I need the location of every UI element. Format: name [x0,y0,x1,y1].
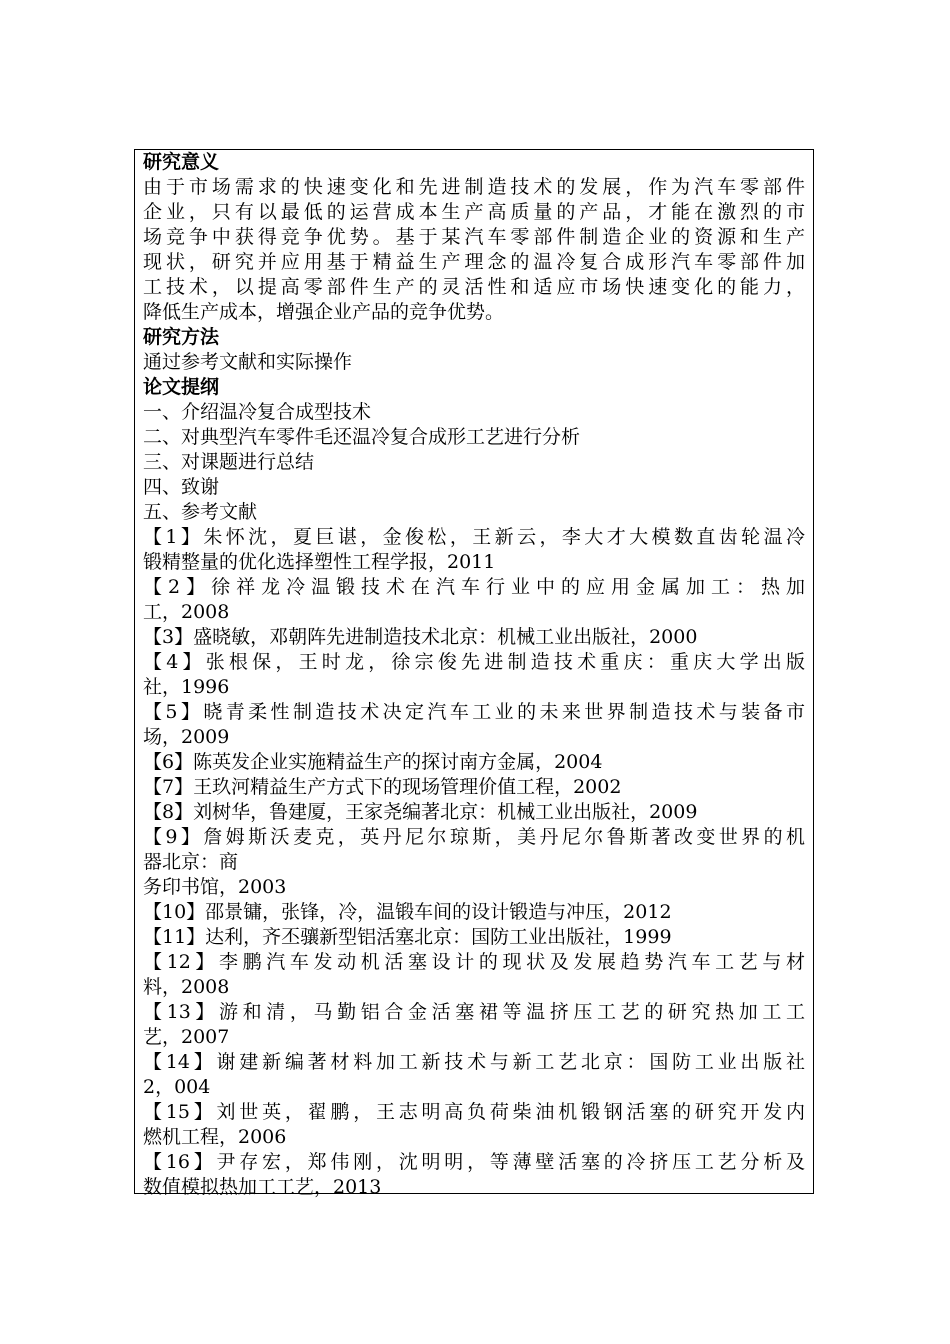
method-heading: 研究方法 [143,326,220,348]
outline-item: 二、对典型汽车零件毛还温冷复合成形工艺进行分析 [143,426,581,448]
reference-line: 燃机工程，2006 [143,1126,287,1148]
reference-line: 【4】张根保，王时龙，徐宗俊先进制造技术重庆：重庆大学出版 [143,651,805,673]
reference-line: 【12】李鹏汽车发动机活塞设计的现状及发展趋势汽车工艺与材 [143,951,805,973]
reference-line: 工，2008 [143,601,230,623]
reference-line: 【6】陈英发企业实施精益生产的探讨南方金属，2004 [143,751,603,773]
reference-line: 锻精整量的优化选择塑性工程学报，2011 [143,551,496,573]
reference-line: 【16】尹存宏，郑伟刚，沈明明，等薄壁活塞的冷挤压工艺分析及 [143,1151,805,1173]
reference-line: 料，2008 [143,976,230,998]
outline-item: 五、参考文献 [143,501,258,523]
outline-item: 四、致谢 [143,476,220,498]
reference-line: 【3】盛晓敏，邓朝阵先进制造技术北京：机械工业出版社，2000 [143,626,698,648]
reference-line: 2，004 [143,1076,211,1098]
outline-heading: 论文提纲 [143,376,220,398]
reference-line: 【5】晓青柔性制造技术决定汽车工业的未来世界制造技术与装备市 [143,701,805,723]
reference-line: 【2】徐祥龙冷温锻技术在汽车行业中的应用金属加工：热加 [143,576,805,598]
significance-line: 企业，只有以最低的运营成本生产高质量的产品，才能在激烈的市 [143,201,805,223]
reference-line: 【10】邵景镛，张锋，冷，温锻车间的设计锻造与冲压，2012 [143,901,672,923]
reference-line: 【15】刘世英，翟鹏，王志明高负荷柴油机锻钢活塞的研究开发内 [143,1101,805,1123]
reference-line: 务印书馆，2003 [143,876,287,898]
reference-line: 【9】詹姆斯沃麦克，英丹尼尔琼斯，美丹尼尔鲁斯著改变世界的机 [143,826,805,848]
significance-line: 由于市场需求的快速变化和先进制造技术的发展，作为汽车零部件 [143,176,805,198]
reference-line: 器北京：商 [143,851,239,873]
reference-line: 场，2009 [143,726,230,748]
significance-line: 场竞争中获得竞争优势。基于某汽车零部件制造企业的资源和生产 [143,226,805,248]
significance-line: 降低生产成本，增强企业产品的竞争优势。 [143,301,505,323]
reference-line: 数值模拟热加工工艺，2013 [143,1176,382,1198]
reference-line: 【11】达利，齐丕骧新型铝活塞北京：国防工业出版社，1999 [143,926,672,948]
significance-line: 现状，研究并应用基于精益生产理念的温冷复合成形汽车零部件加 [143,251,805,273]
reference-line: 【8】刘树华，鲁建厦，王家尧编著北京：机械工业出版社，2009 [143,801,698,823]
reference-line: 艺，2007 [143,1026,230,1048]
reference-line: 【7】王玖河精益生产方式下的现场管理价值工程，2002 [143,776,622,798]
significance-heading: 研究意义 [143,151,220,173]
outline-item: 三、对课题进行总结 [143,451,315,473]
outline-item: 一、介绍温冷复合成型技术 [143,401,372,423]
reference-line: 【14】谢建新编著材料加工新技术与新工艺北京：国防工业出版社 [143,1051,805,1073]
proposal-table-cell [134,149,814,1198]
reference-line: 社，1996 [143,676,230,698]
reference-line: 【1】朱怀沈，夏巨谌，金俊松，王新云，李大才大模数直齿轮温冷 [143,526,805,548]
significance-line: 工技术，以提高零部件生产的灵活性和适应市场快速变化的能力， [143,276,805,298]
reference-line: 【13】游和清，马勤铝合金活塞裙等温挤压工艺的研究热加工工 [143,1001,805,1023]
method-text: 通过参考文献和实际操作 [143,351,353,373]
cell-content [143,150,805,1200]
